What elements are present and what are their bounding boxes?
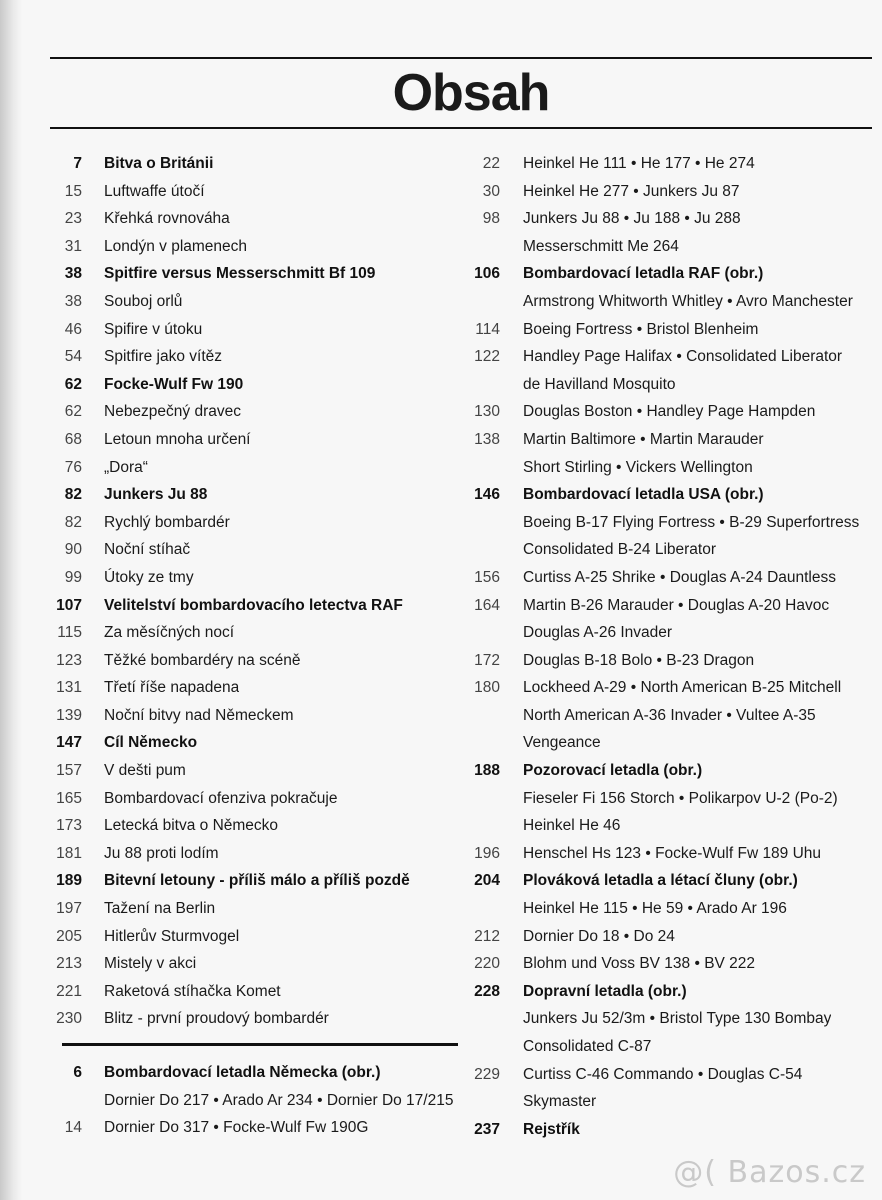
entry-title: Bombardovací letadla RAF (obr.) [523,265,764,283]
page-number: 180 [474,679,500,697]
entry-title: Douglas Boston • Handley Page Hampden [523,403,816,421]
toc-entry [46,288,456,316]
page-number: 62 [64,375,82,393]
page-number: 114 [475,320,500,338]
page-number: 213 [56,955,82,973]
entry-title: Bitevní letouny - příliš málo a příliš pozdě [104,872,410,890]
page-number: 212 [474,927,500,945]
page-number: 115 [57,624,82,642]
entry-title: Lockheed A-29 • North American B-25 Mitchell [523,679,842,697]
page-number: 54 [64,348,82,366]
entry-title: Douglas B-18 Bolo • B-23 Dragon [523,651,755,669]
page-number: 164 [474,596,500,614]
watermark: @( Bazos.cz [673,1155,866,1190]
page-number: 237 [474,1120,500,1138]
entry-title: Skymaster [523,1093,597,1111]
entry-title: Vengeance [523,734,601,752]
entry-title: „Dora“ [104,458,148,476]
page-number: 38 [64,292,82,310]
toc-entry [46,426,456,454]
page-number: 156 [474,568,500,586]
toc-entry [468,619,878,647]
toc-entry [468,178,878,206]
entry-title: Consolidated C-87 [523,1038,652,1055]
entry-title: Dornier Do 317 • Focke-Wulf Fw 190G [104,1119,369,1137]
entry-title: Dornier Do 18 • Do 24 [523,927,675,945]
entry-title: North American A-36 Invader • Vultee A-35 [523,706,816,724]
toc-entry [46,950,456,978]
entry-title: Handley Page Halifax • Consolidated Liberator [523,348,843,366]
entry-title: Spifire v útoku [104,320,203,338]
toc-entry [468,702,878,730]
entry-title: Tažení na Berlin [104,900,216,918]
toc-entry [46,1087,456,1115]
toc-entry [468,840,878,868]
top-rule [50,57,872,59]
toc-entry [46,454,456,482]
toc-entry [46,1114,456,1142]
entry-title: Křehká rovnováha [104,210,230,228]
toc-section-heading [46,371,456,399]
page-number: 220 [474,955,500,973]
page-number: 68 [64,430,82,448]
page-number [468,1033,500,1061]
toc-entry [468,398,878,426]
page-number: 99 [64,568,82,586]
page-number: 196 [474,844,500,862]
toc-entry [468,343,878,371]
toc-entry [46,398,456,426]
toc-entry [46,674,456,702]
toc-entry [468,564,878,592]
entry-title: Douglas A-26 Invader [523,624,673,642]
page-number: 122 [474,348,500,366]
toc-entry [468,950,878,978]
toc-section-heading [468,757,878,785]
toc-entry [468,536,878,564]
toc-entry [468,647,878,675]
toc-entry [46,564,456,592]
page-number: 22 [482,155,500,172]
page-title: Obsah [392,64,550,122]
toc-entry [46,178,456,206]
toc-entry [468,812,878,840]
entry-title: Hitlerův Sturmvogel [104,927,240,945]
entry-title: Ju 88 proti lodím [104,844,219,862]
entry-title: Boeing Fortress • Bristol Blenheim [523,320,759,338]
entry-title: Martin B-26 Marauder • Douglas A-20 Havoc [523,596,830,614]
entry-title: Souboj orlů [104,292,183,310]
toc-entry [46,205,456,233]
entry-title: Blitz - první proudový bombardér [104,1010,329,1028]
toc-entry [468,1033,878,1061]
page-number: 38 [64,265,82,283]
toc-entry [46,812,456,840]
entry-title: Curtiss C-46 Commando • Douglas C-54 [523,1065,803,1083]
toc-entry [468,729,878,757]
section-separator [62,1043,458,1046]
entry-title: Junkers Ju 88 [104,486,208,504]
page-number: 31 [64,237,82,255]
toc-section-heading [46,260,456,288]
toc-entry [468,371,878,399]
toc-section-heading [468,260,878,288]
entry-title: Focke-Wulf Fw 190 [104,375,244,393]
toc-entry [46,619,456,647]
toc-entry [46,1005,456,1033]
toc-section-heading [468,1116,878,1144]
entry-title: Těžké bombardéry na scéně [104,651,301,669]
entry-title: Bombardovací ofenziva pokračuje [104,789,338,807]
toc-left-column [46,150,456,1033]
toc-entry [46,647,456,675]
page-number [468,812,500,840]
entry-title: Blohm und Voss BV 138 • BV 222 [523,955,756,973]
toc-section-heading [46,729,456,757]
book-spine-shadow [0,0,22,1200]
page-number: 62 [64,403,82,421]
toc-entry [468,674,878,702]
page-number: 146 [474,486,500,504]
entry-title: Mistely v akci [104,955,197,973]
toc-section-heading [46,592,456,620]
toc-left-bottom-column [46,1059,456,1142]
page-number: 172 [474,651,500,669]
entry-title: Noční bitvy nad Německem [104,706,294,724]
page-number: 230 [56,1010,82,1028]
page-number: 221 [56,982,82,1000]
toc-section-heading [46,150,456,178]
page-number: 30 [482,182,500,200]
page-number [468,454,500,482]
toc-entry [46,536,456,564]
entry-title: Luftwaffe útočí [104,182,205,200]
entry-title: Heinkel He 111 • He 177 • He 274 [523,155,755,172]
page-number: 157 [56,762,82,780]
page-number: 6 [73,1064,82,1081]
toc-entry [468,316,878,344]
toc-entry [46,785,456,813]
entry-title: Martin Baltimore • Martin Marauder [523,430,764,448]
page-number: 76 [64,458,82,476]
entry-title: Za měsíčných nocí [104,624,235,642]
page-number [46,1087,82,1115]
page-number: 130 [474,403,500,421]
entry-title: Letoun mnoha určení [104,430,251,448]
entry-title: Junkers Ju 88 • Ju 188 • Ju 288 [523,210,741,228]
toc-entry [46,895,456,923]
toc-entry [468,785,878,813]
entry-title: Noční stíhač [104,541,191,559]
page-number: 98 [482,210,500,228]
page-number [468,536,500,564]
toc-section-heading [468,978,878,1006]
page-number [468,509,500,537]
page-number [468,729,500,757]
page-number [468,1005,500,1033]
entry-title: Spitfire jako vítěz [104,348,223,366]
toc-entry [468,1005,878,1033]
entry-title: Pozorovací letadla (obr.) [523,762,703,780]
page-number: 188 [474,762,500,780]
entry-title: Heinkel He 277 • Junkers Ju 87 [523,182,740,200]
page-number: 15 [64,182,82,200]
toc-entry [468,895,878,923]
entry-title: Bombardovací letadla USA (obr.) [523,486,764,504]
page-number: 106 [474,265,500,283]
toc-entry [46,509,456,537]
entry-title: de Havilland Mosquito [523,375,676,393]
toc-section-heading [468,867,878,895]
toc-entry [468,509,878,537]
title-rule [50,127,872,129]
page-number: 46 [64,320,82,338]
toc-entry [46,923,456,951]
entry-title: Bombardovací letadla Německa (obr.) [104,1064,381,1081]
toc-entry [468,233,878,261]
entry-title: Heinkel He 46 [523,817,621,835]
entry-title: Bitva o Británii [104,155,214,172]
entry-title: Letecká bitva o Německo [104,817,279,835]
page-number: 131 [56,679,82,697]
page-number: 147 [56,734,82,752]
toc-section-heading [46,867,456,895]
toc-entry [46,702,456,730]
page-number: 23 [64,210,82,228]
entry-title: Třetí říše napadena [104,679,240,697]
page-number [468,288,500,316]
entry-title: Junkers Ju 52/3m • Bristol Type 130 Bombay [523,1010,832,1028]
page-number [468,702,500,730]
toc-section-heading [46,1059,456,1087]
entry-title: Henschel Hs 123 • Focke-Wulf Fw 189 Uhu [523,844,822,862]
entry-title: Curtiss A-25 Shrike • Douglas A-24 Dauntless [523,568,836,586]
toc-entry [468,923,878,951]
page-number: 14 [64,1119,82,1137]
entry-title: Boeing B-17 Flying Fortress • B-29 Superfortress [523,513,860,531]
toc-entry [468,150,878,178]
toc-entry [46,978,456,1006]
page-number: 123 [56,651,82,669]
page-number [468,895,500,923]
entry-title: Dopravní letadla (obr.) [523,982,687,1000]
toc-section-heading [46,481,456,509]
page-number [468,233,500,261]
page-number [468,1088,500,1116]
toc-entry [468,592,878,620]
entry-title: V dešti pum [104,762,186,780]
toc-entry [46,233,456,261]
entry-title: Fieseler Fi 156 Storch • Polikarpov U-2 (Po-2) [523,789,838,807]
page-number: 7 [73,155,82,172]
entry-title: Nebezpečný dravec [104,403,241,421]
toc-entry [46,757,456,785]
page-number: 138 [474,430,500,448]
page-number [468,785,500,813]
entry-title: Útoky ze tmy [104,568,194,586]
toc-entry [468,426,878,454]
toc-entry [468,1061,878,1089]
entry-title: Consolidated B-24 Liberator [523,541,717,559]
toc-entry [468,288,878,316]
page-number [468,619,500,647]
entry-title: Armstrong Whitworth Whitley • Avro Manchester [523,292,853,310]
page-number: 139 [56,706,82,724]
page-number: 82 [64,486,82,504]
page-number: 228 [474,982,500,1000]
page-number: 197 [56,900,82,918]
entry-title: Cíl Německo [104,734,198,752]
entry-title: Dornier Do 217 • Arado Ar 234 • Dornier Do 17/215 [104,1091,454,1109]
page-number: 189 [56,872,82,890]
toc-entry [468,205,878,233]
toc-entry [46,840,456,868]
entry-title: Messerschmitt Me 264 [523,237,679,255]
entry-title: Raketová stíhačka Komet [104,982,281,1000]
toc-entry [468,454,878,482]
toc-right-column [468,150,878,1143]
entry-title: Velitelství bombardovacího letectva RAF [104,596,403,614]
entry-title: Londýn v plamenech [104,237,248,255]
page-number: 82 [64,513,82,531]
page-number: 205 [56,927,82,945]
entry-title: Rychlý bombardér [104,513,230,531]
entry-title: Heinkel He 115 • He 59 • Arado Ar 196 [523,900,787,918]
page-number [468,371,500,399]
page-number: 229 [474,1065,500,1083]
page-number: 173 [56,817,82,835]
toc-entry [468,1088,878,1116]
entry-title: Spitfire versus Messerschmitt Bf 109 [104,265,376,283]
entry-title: Plováková letadla a létací čluny (obr.) [523,872,798,890]
page-number: 204 [474,872,500,890]
entry-title: Short Stirling • Vickers Wellington [523,458,753,476]
page-number: 90 [64,541,82,559]
toc-entry [46,343,456,371]
page-number: 181 [56,844,82,862]
page-number: 165 [56,789,82,807]
entry-title: Rejstřík [523,1120,580,1138]
page-number: 107 [56,596,82,614]
toc-section-heading [468,481,878,509]
toc-entry [46,316,456,344]
